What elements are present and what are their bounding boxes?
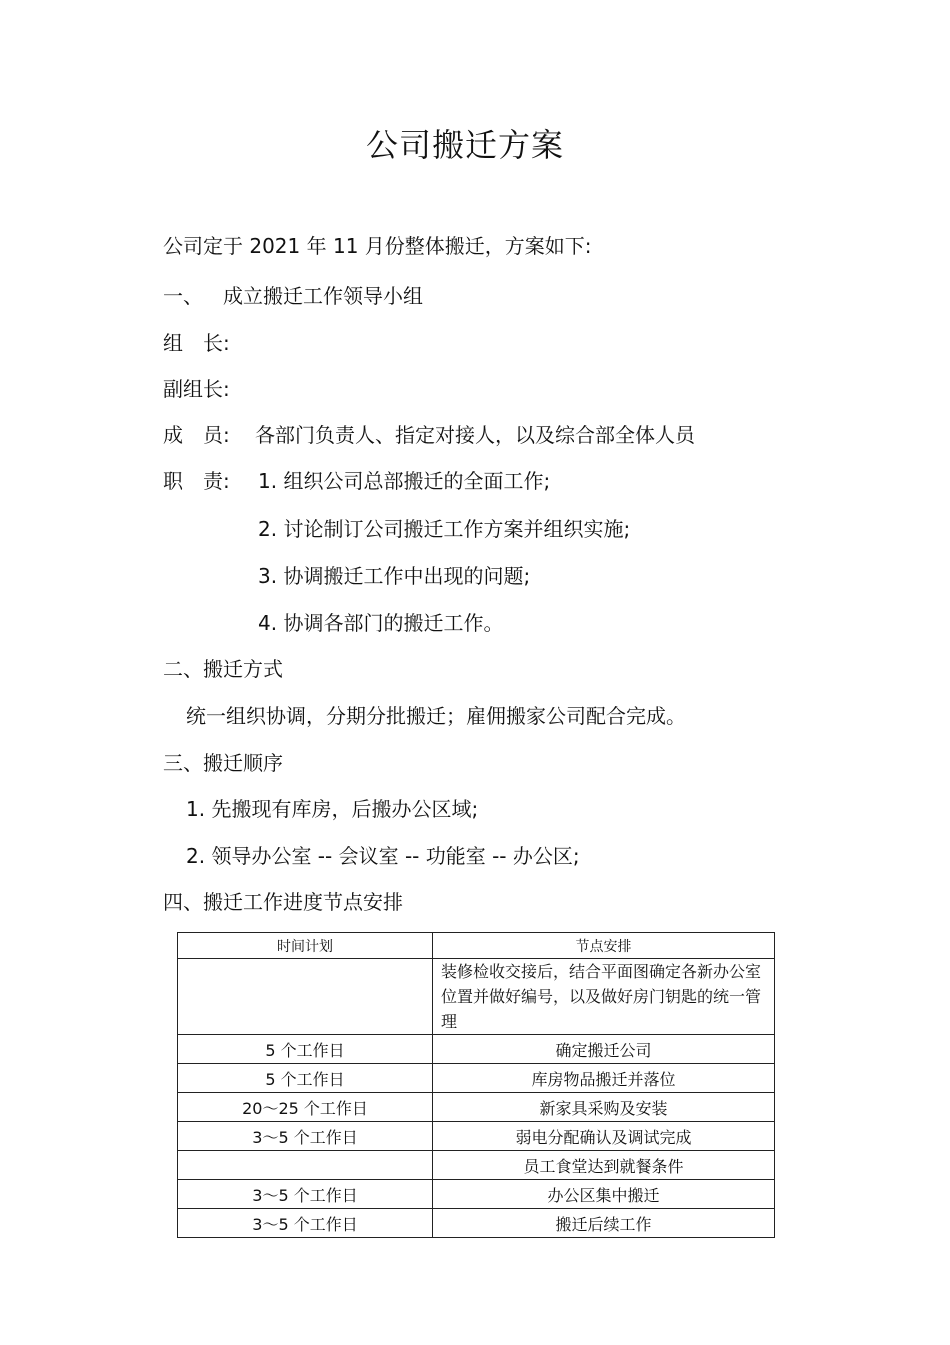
order-item: 2. 领导办公室 -- 会议室 -- 功能室 -- 办公区; <box>186 844 580 868</box>
time-cell: 3～5 个工作日 <box>178 1180 433 1209</box>
duty-item: 1. 组织公司总部搬迁的全面工作; <box>258 469 551 493</box>
table-row <box>178 959 775 1035</box>
time-cell: 3～5 个工作日 <box>178 1209 433 1238</box>
node-cell: 确定搬迁公司 <box>433 1035 775 1064</box>
node-cell: 搬迁后续工作 <box>433 1209 775 1238</box>
section1-number: 一、 <box>163 284 203 308</box>
node-cell: 弱电分配确认及调试完成 <box>433 1122 775 1151</box>
node-cell: 装修检收交接后，结合平面图确定各新办公室位置并做好编号，以及做好房门钥匙的统一管理 <box>433 959 775 1035</box>
time-cell: 20～25 个工作日 <box>178 1093 433 1122</box>
members-label: 成 员: <box>163 423 230 447</box>
section1-title: 成立搬迁工作领导小组 <box>223 284 423 308</box>
section2-text: 统一组织协调，分期分批搬迁；雇佣搬家公司配合完成。 <box>186 704 686 728</box>
time-cell <box>178 1151 433 1180</box>
page-title: 公司搬迁方案 <box>365 126 564 164</box>
duty-item: 4. 协调各部门的搬迁工作。 <box>258 611 504 635</box>
leader-label: 组 长: <box>163 331 230 355</box>
table-row <box>178 1151 775 1180</box>
section3-heading: 三、搬迁顺序 <box>163 751 283 775</box>
section2-heading: 二、搬迁方式 <box>163 657 283 681</box>
duty-item: 3. 协调搬迁工作中出现的问题; <box>258 564 531 588</box>
duty-label: 职 责: <box>163 469 230 493</box>
members-line <box>163 422 695 448</box>
node-cell: 员工食堂达到就餐条件 <box>433 1151 775 1180</box>
time-cell: 3～5 个工作日 <box>178 1122 433 1151</box>
deputy-label: 副组长: <box>163 377 230 401</box>
section4-heading: 四、搬迁工作进度节点安排 <box>163 890 403 914</box>
time-cell: 5 个工作日 <box>178 1035 433 1064</box>
column-header: 时间计划 <box>178 933 433 959</box>
node-cell: 新家具采购及安装 <box>433 1093 775 1122</box>
table-header-row <box>178 933 775 959</box>
time-cell: 5 个工作日 <box>178 1064 433 1093</box>
duty-item: 2. 讨论制订公司搬迁工作方案并组织实施; <box>258 517 631 541</box>
node-cell: 办公区集中搬迁 <box>433 1180 775 1209</box>
members-value: 各部门负责人、指定对接人，以及综合部全体人员 <box>255 423 695 447</box>
time-cell <box>178 959 433 1035</box>
table-row <box>178 1035 775 1064</box>
table-row <box>178 1064 775 1093</box>
table-row <box>178 1209 775 1238</box>
column-header: 节点安排 <box>433 933 775 959</box>
node-cell: 库房物品搬迁并落位 <box>433 1064 775 1093</box>
table-row <box>178 1093 775 1122</box>
duty-line <box>163 468 550 494</box>
table-row <box>178 1180 775 1209</box>
schedule-table <box>177 932 775 1238</box>
table-row <box>178 1122 775 1151</box>
order-item: 1. 先搬现有库房，后搬办公区域; <box>186 797 479 821</box>
section1-heading <box>163 283 423 309</box>
intro-text: 公司定于 2021 年 11 月份整体搬迁，方案如下: <box>163 234 592 258</box>
